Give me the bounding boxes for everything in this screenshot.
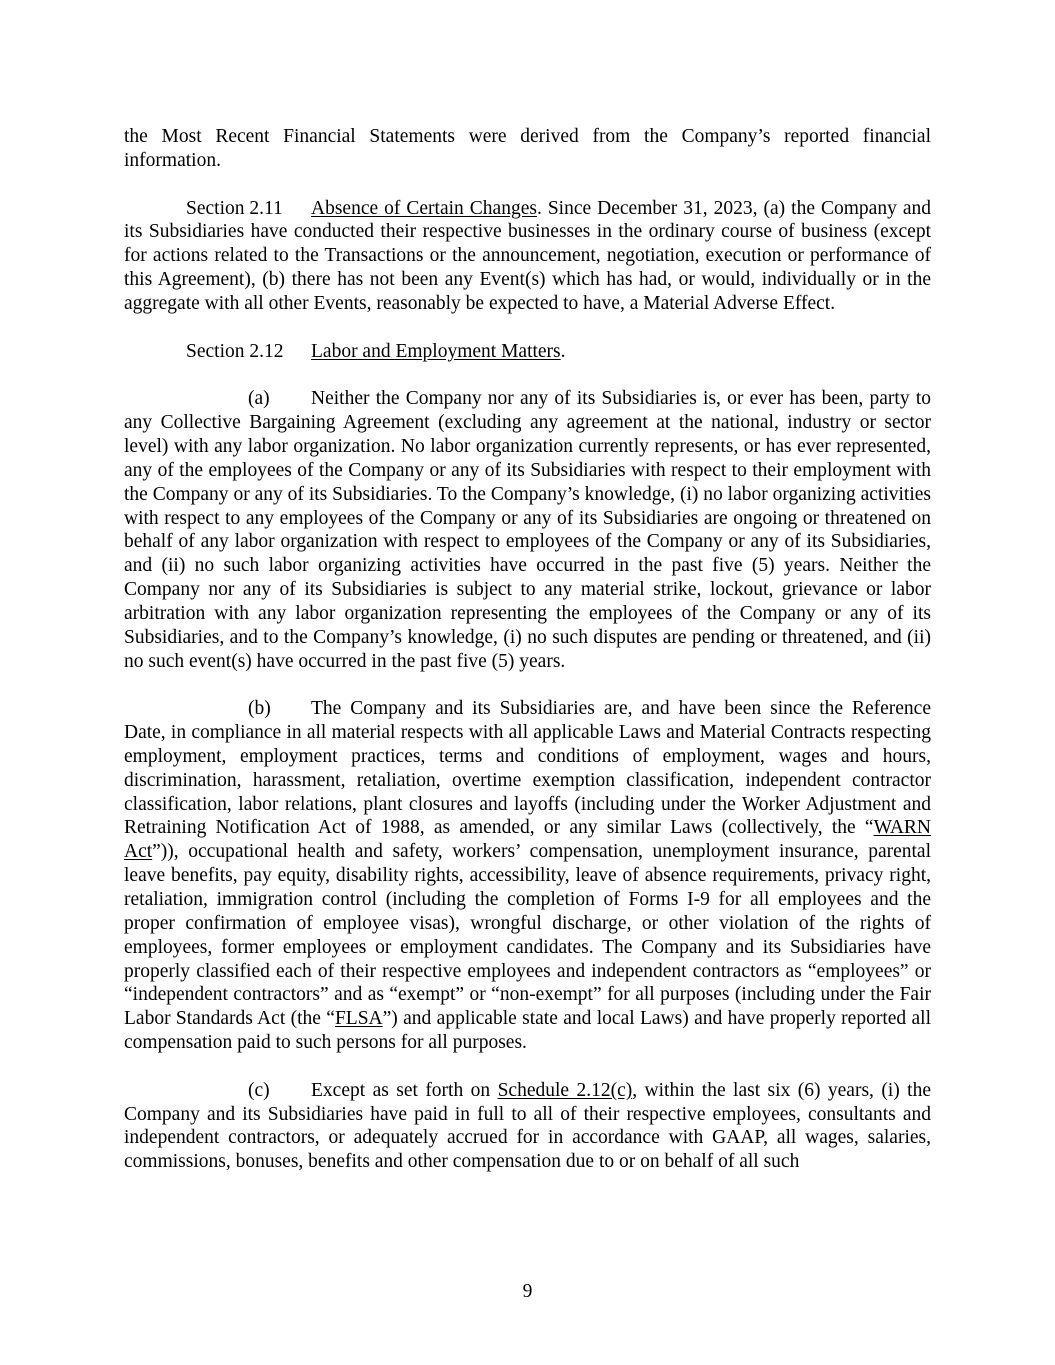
subsection-text: ”) and applicable state and local Laws) and have properly reported all compensation paid to such persons for all purposes. bbox=[124, 1008, 931, 1054]
section-2-11 bbox=[124, 197, 931, 316]
document-body bbox=[124, 125, 931, 1174]
section-heading: Labor and Employment Matters bbox=[311, 340, 561, 362]
subsection-b bbox=[124, 697, 931, 1055]
section-number: Section 2.12 bbox=[186, 340, 284, 362]
schedule-reference: Schedule 2.12(c) bbox=[497, 1079, 633, 1101]
section-heading-punct: . bbox=[536, 197, 542, 219]
section-heading: Absence of Certain Changes bbox=[311, 197, 537, 219]
page-number: 9 bbox=[522, 1281, 533, 1302]
subsection-label: (c) bbox=[248, 1079, 270, 1101]
subsection-c bbox=[124, 1079, 931, 1174]
subsection-label: (b) bbox=[248, 698, 271, 720]
section-number: Section 2.11 bbox=[186, 197, 283, 219]
subsection-text: , within the last six (6) years, (i) the Company and its Subsidiaries have paid in full to all of their respective employees, consultants and independent contractors, or adequately accrued for in accordance with GAAP, all wages, salaries, commissions, bonuses, benefits and other compensation due to or on behalf of all such bbox=[124, 1079, 931, 1173]
defined-term-flsa: FLSA bbox=[334, 1008, 383, 1030]
section-body: Since December 31, 2023, (a) the Company and its Subsidiaries have conducted their respective businesses in the ordinary course of business (except for actions related to the Transactions or the announcement, negotiation, execution or performance of this Agreement), (b) there has not been any Event(s) which has had, or would, individually or in the aggregate with all other Events, reasonably be expected to have, a Material Adverse Effect. bbox=[124, 197, 931, 314]
subsection-a bbox=[124, 387, 931, 673]
section-heading-punct: . bbox=[560, 340, 566, 362]
subsection-label: (a) bbox=[248, 388, 270, 410]
subsection-text: Except as set forth on bbox=[311, 1079, 498, 1101]
subsection-text: ”)), occupational health and safety, workers’ compensation, unemployment insurance, parental leave benefits, pay equity, disability rights, accessibility, leave of absence requirements, privacy right, retaliation, immigration control (including the completion of Forms I-9 for all employees and the proper confirmation of employee visas), wrongful discharge, or other violation of the rights of employees, former employees or employment candidates. The Company and its Subsidiaries have properly classified each of their respective employees and independent contractors as “employees” or “independent contractors” and as “exempt” or “non-exempt” for all purposes (including under the Fair Labor Standards Act (the “ bbox=[124, 841, 931, 1030]
defined-term-warn-act: WARN Act bbox=[124, 817, 931, 863]
paragraph-continuation: the Most Recent Financial Statements were derived from the Company’s reported financial information. bbox=[124, 126, 931, 171]
section-2-12 bbox=[124, 340, 931, 364]
subsection-text: Neither the Company nor any of its Subsidiaries is, or ever has been, party to any Collective Bargaining Agreement (excluding any agreement at the national, industry or sector level) with any labor organization. No labor organization currently represents, or has ever represented, any of the employees of the Company or any of its Subsidiaries with respect to their employment with the Company or any of its Subsidiaries. To the Company’s knowledge, (i) no labor organizing activities with respect to any employees of the Company or any of its Subsidiaries are ongoing or threatened on behalf of any labor organization with respect to employees of the Company or any of its Subsidiaries, and (ii) no such labor organizing activities have occurred in the past five (5) years. Neither the Company nor any of its Subsidiaries is subject to any material strike, lockout, grievance or labor arbitration with any labor organization representing the employees of the Company or any of its Subsidiaries, and to the Company’s knowledge, (i) no such disputes are pending or threatened, and (ii) no such event(s) have occurred in the past five (5) years. bbox=[124, 388, 931, 672]
subsection-text: The Company and its Subsidiaries are, and have been since the Reference Date, in compliance in all material respects with all applicable Laws and Material Contracts respecting employment, employment practices, terms and conditions of employment, wages and hours, discrimination, harassment, retaliation, overtime exemption classification, independent contractor classification, labor relations, plant closures and layoffs (including under the Worker Adjustment and Retraining Notification Act of 1988, as amended, or any similar Laws (collectively, the “ bbox=[124, 698, 931, 839]
